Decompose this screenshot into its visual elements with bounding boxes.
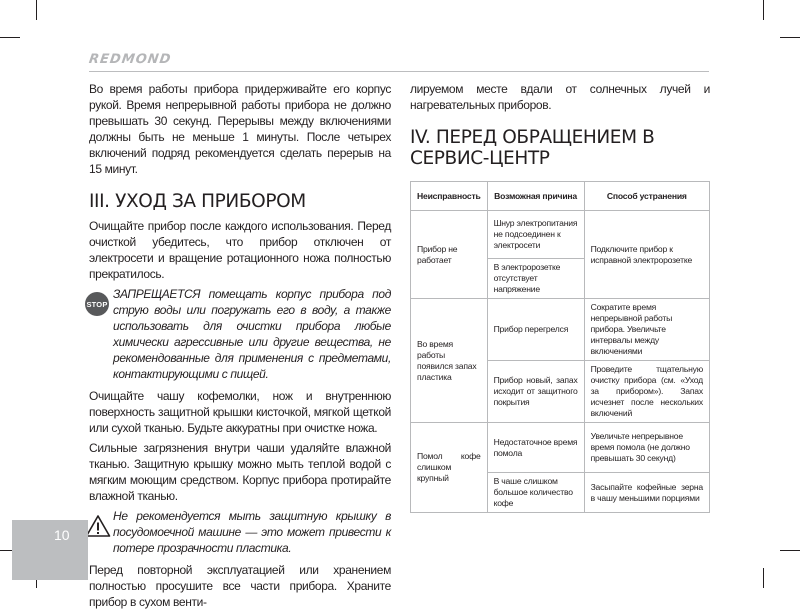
stop-note-text: ЗАПРЕЩАЕТСЯ помещать корпус прибора под струю воды или погружать его в воду, а также использовать для очистки прибора любые химически агрессивные или другие вещества, не рекомендованные для применения с предметами, контактирующими с пищей. (113, 287, 391, 381)
section-title-care: III. УХОД ЗА ПРИБОРОМ (89, 191, 306, 212)
cause-cell: Прибор перегрелся (487, 299, 584, 361)
table-header-cause: Возможная причина (487, 182, 584, 211)
fault-cell: Помол кофе слишком крупный (411, 423, 488, 513)
care-paragraph-4-text: Перед повторной эксплуатацией или хранением полностью просушите все части прибора. Храните прибор в сухом венти- (89, 563, 391, 609)
care-paragraph-1: Очищайте прибор после каждого использования. Перед очисткой убедитесь, что прибор отключен от электросети и вращение ротационного ножа полностью прекратилось. (89, 219, 391, 281)
cause-cell: Недостаточное время помола (487, 423, 584, 473)
care-paragraph-2: Очищайте чашу кофемолки, нож и внутреннюю поверхность защитной крышки кисточкой, мягкой щеткой или сухой тканью. Будьте аккуратны при очистке ножа. (89, 389, 391, 435)
brand-logo: REDMOND (87, 52, 173, 67)
remedy-cell: Увеличьте непрерывное время помола (не должно превышать 30 секунд) (584, 423, 709, 473)
care-paragraph-4-continued: лируемом месте вдали от солнечных лучей и нагревательных приборов. (410, 82, 710, 112)
troubleshooting-table (410, 181, 710, 513)
crop-mark (763, 568, 764, 588)
warning-triangle-icon (85, 514, 111, 538)
header-rule (89, 71, 709, 72)
cause-cell: В электророзетке отсутствует напряжение (487, 259, 584, 299)
left-column (86, 81, 391, 614)
crop-mark (780, 37, 800, 38)
fault-cell: Прибор не работает (411, 211, 488, 299)
warning-note-text: Не рекомендуется мыть защитную крышку в посудомоечной машине — это может привести к потере прозрачности пластика. (113, 509, 391, 555)
crop-mark (36, 0, 37, 20)
table-header-remedy: Способ устранения (584, 182, 709, 211)
crop-mark (763, 0, 764, 20)
page-number: 10 (54, 527, 70, 543)
remedy-cell: Сократите время непрерывной работы прибора. Увеличьте интервалы между включениями (584, 299, 709, 361)
table-header-fault: Неисправность (411, 182, 488, 211)
stop-icon: STOP (85, 292, 109, 316)
remedy-cell: Подключите прибор к исправной электророзетке (584, 211, 709, 299)
remedy-cell: Проведите тщательную очистку прибора (см. «Уход за прибором»). Запах исчезнет после нескольких включений (584, 361, 709, 423)
intro-paragraph: Во время работы прибора придерживайте его корпус рукой. Время непрерывной работы прибора не должно превышать 30 секунд. Перерывы между включениями должны быть не меньше 1 минуты. После четырех включений подряд рекомендуется сделать перерыв на 15 минут. (89, 82, 391, 176)
table-row (411, 423, 710, 473)
care-paragraph-3: Сильные загрязнения внутри чаши удаляйте влажной тканью. Защитную крышку можно мыть теплой водой с мягким моющим средством. Корпус прибора протирайте влажной тканью. (89, 441, 391, 503)
crop-mark (0, 37, 20, 38)
table-header-row (411, 182, 710, 211)
cause-cell: Прибор новый, запах исходит от защитного покрытия (487, 361, 584, 423)
table-row (411, 299, 710, 361)
stop-note (86, 286, 391, 382)
section-title-service: IV. ПЕРЕД ОБРАЩЕНИЕМ В СЕРВИС-ЦЕНТР (410, 127, 655, 169)
cause-cell: Шнур электропитания не подсоединен к электросети (487, 211, 584, 259)
right-column (410, 81, 710, 513)
remedy-cell: Засыпайте кофейные зерна в чашу меньшими порциями (584, 473, 709, 513)
page-number-box (12, 520, 88, 580)
crop-mark (780, 550, 800, 551)
cause-cell: В чаше слишком большое количество кофе (487, 473, 584, 513)
table-row (411, 211, 710, 259)
fault-cell: Во время работы появился запах пластика (411, 299, 488, 423)
warning-note (89, 508, 391, 556)
care-paragraph-4 (89, 562, 391, 610)
